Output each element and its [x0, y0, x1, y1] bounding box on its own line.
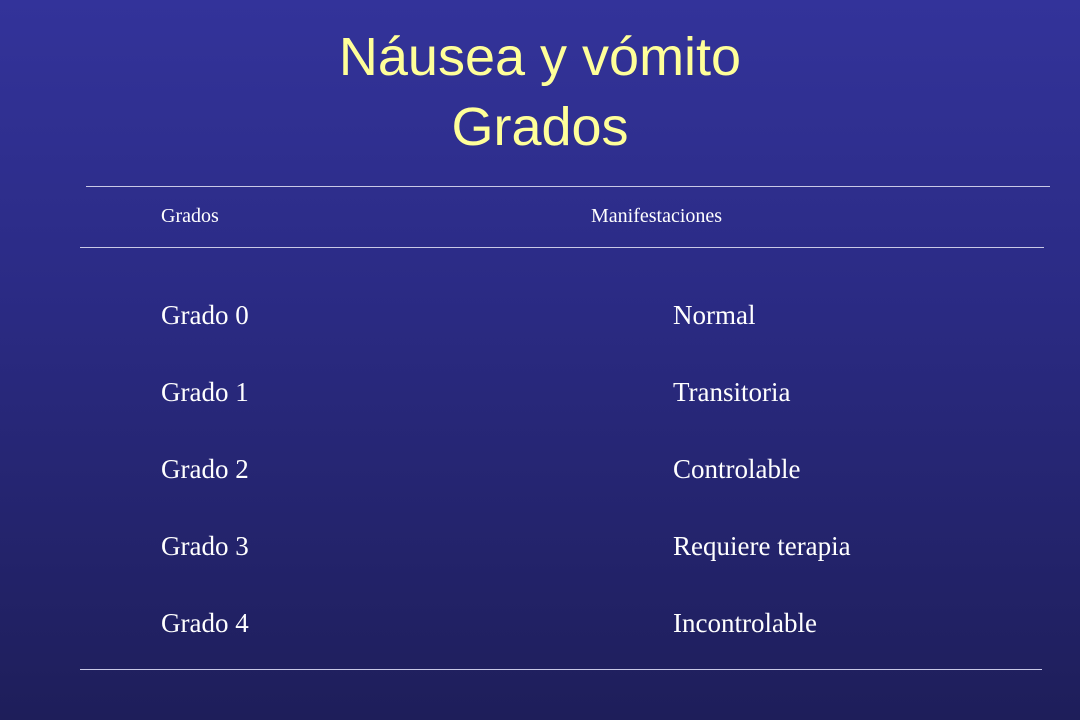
table-row [0, 451, 1080, 528]
table-bottom-rule [80, 669, 1042, 670]
grado-cell: Grado 3 [161, 531, 249, 561]
table-row [0, 528, 1080, 605]
grado-cell: Grado 1 [161, 377, 249, 407]
slide-title-line-2: Grados [451, 97, 629, 157]
slide-title-line-1: Náusea y vómito [338, 27, 742, 87]
manifestacion-cell: Controlable [673, 454, 801, 484]
column-header-manifestaciones: Manifestaciones [591, 205, 723, 227]
table-body [0, 297, 1080, 682]
grado-cell: Grado 4 [161, 608, 249, 638]
table-row [0, 297, 1080, 374]
table-header-rule [80, 247, 1044, 248]
manifestacion-cell: Requiere terapia [673, 531, 851, 561]
slide-title [0, 22, 1080, 162]
manifestacion-cell: Normal [673, 300, 756, 330]
manifestacion-cell: Incontrolable [673, 608, 817, 638]
grado-cell: Grado 0 [161, 300, 249, 330]
table-row [0, 605, 1080, 682]
column-header-grados: Grados [161, 205, 219, 227]
grado-cell: Grado 2 [161, 454, 249, 484]
table-top-rule [86, 186, 1050, 187]
manifestacion-cell: Transitoria [673, 377, 791, 407]
table-row [0, 374, 1080, 451]
